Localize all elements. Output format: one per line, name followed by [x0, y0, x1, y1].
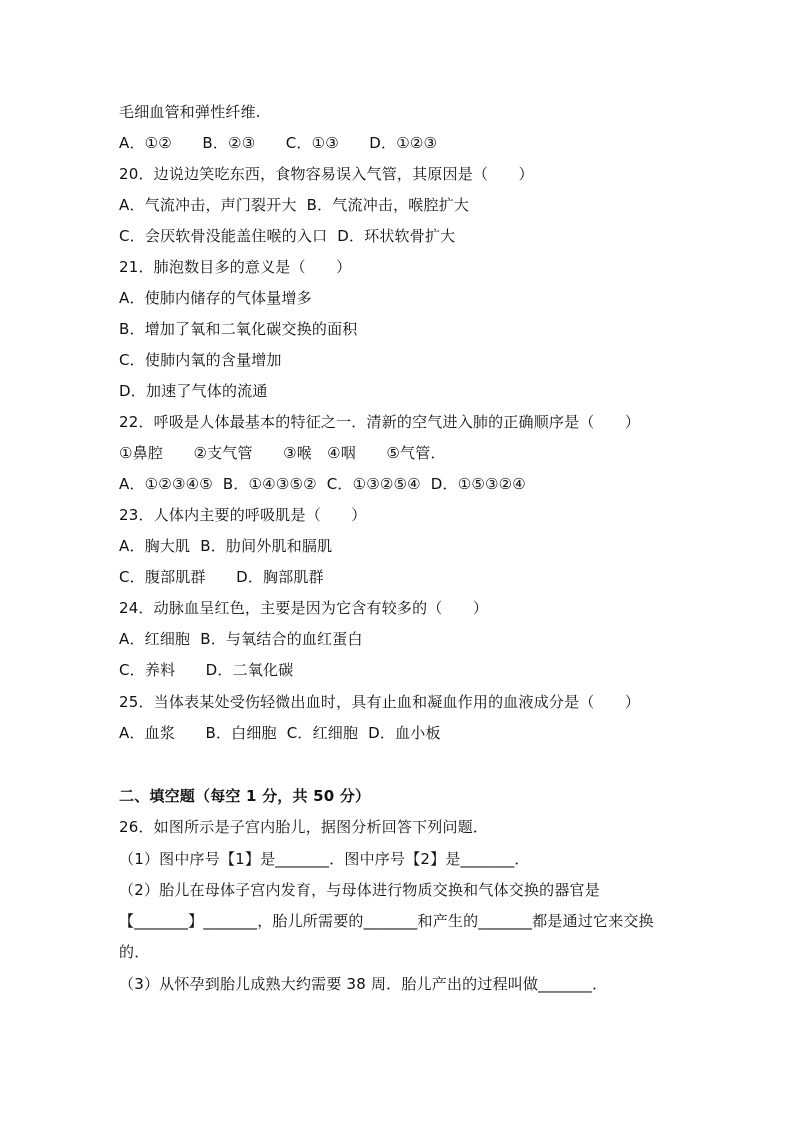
q20-stem: 20．边说边笑吃东西，食物容易误入气管，其原因是（ ）	[119, 165, 534, 183]
q24-stem: 24．动脉血呈红色，主要是因为它含有较多的（ ）	[119, 599, 489, 617]
q25-options: A．血浆 B．白细胞 C．红细胞 D．血小板	[119, 724, 441, 742]
q22-items: ①鼻腔 ②支气管 ③喉 ④咽 ⑤气管．	[119, 444, 446, 462]
text-line-continuation: 毛细血管和弹性纤维.	[119, 103, 261, 121]
q23-stem: 23．人体内主要的呼吸肌是（ ）	[119, 506, 367, 524]
q21-stem: 21．肺泡数目多的意义是（ ）	[119, 258, 352, 276]
q19-options: A．①② B．②③ C．①③ D．①②③	[119, 134, 438, 152]
q25-stem: 25．当体表某处受伤轻微出血时，具有止血和凝血作用的血液成分是（ ）	[119, 693, 641, 711]
q26-part-1: （1）图中序号【1】是_______．图中序号【2】是_______．	[119, 850, 530, 868]
section-heading-fill-in: 二、填空题（每空 1 分，共 50 分）	[119, 787, 371, 805]
q20-options-cd: C．会厌软骨没能盖住喉的入口 D．环状软骨扩大	[119, 227, 456, 245]
q22-options: A．①②③④⑤ B．①④③⑤② C．①③②⑤④ D．①⑤③②④	[119, 475, 526, 493]
q23-options-ab: A．胸大肌 B．肋间外肌和膈肌	[119, 537, 333, 555]
q24-options-ab: A．红细胞 B．与氧结合的血红蛋白	[119, 630, 363, 648]
q24-options-cd: C．养料 D．二氧化碳	[119, 661, 294, 679]
q21-option-b: B．增加了氧和二氧化碳交换的面积	[119, 320, 358, 338]
q21-option-a: A．使肺内储存的气体量增多	[119, 289, 312, 307]
q26-part-2-line-3: 的．	[119, 943, 150, 961]
q26-part-3: （3）从怀孕到胎儿成熟大约需要 38 周．胎儿产出的过程叫做_______．	[119, 975, 608, 993]
q26-part-2-line-1: （2）胎儿在母体子宫内发育，与母体进行物质交换和气体交换的器官是	[119, 881, 600, 899]
q21-option-d: D．加速了气体的流通	[119, 382, 268, 400]
q20-options-ab: A．气流冲击，声门裂开大 B．气流冲击，喉腔扩大	[119, 196, 470, 214]
q23-options-cd: C．腹部肌群 D．胸部肌群	[119, 568, 324, 586]
q26-stem: 26．如图所示是子宫内胎儿，据图分析回答下列问题．	[119, 818, 489, 836]
q22-stem: 22．呼吸是人体最基本的特征之一．清新的空气进入肺的正确顺序是（ ）	[119, 413, 641, 431]
q21-option-c: C．使肺内氧的含量增加	[119, 351, 282, 369]
q26-part-2-line-2: 【_______】_______，胎儿所需要的_______和产生的_______都是通过它来交换	[119, 912, 654, 930]
